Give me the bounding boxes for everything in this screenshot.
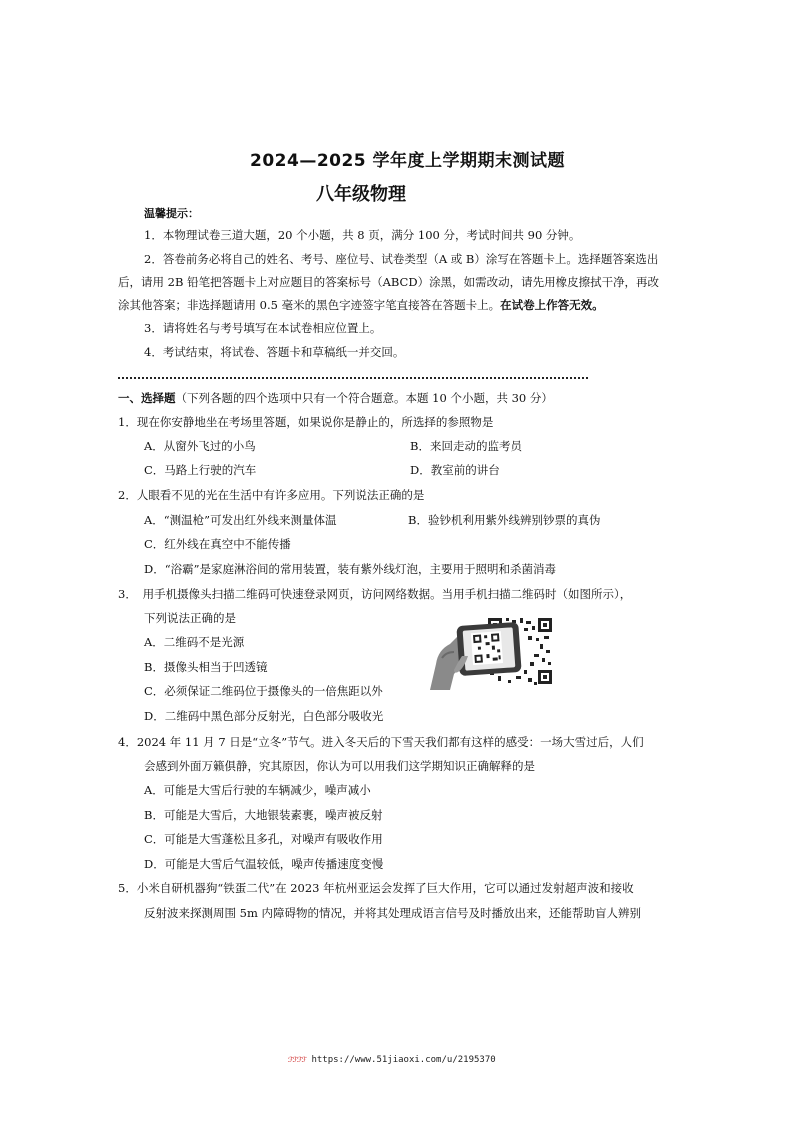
q3-option-d: D．二维码中黑色部分反射光，白色部分吸收光 (144, 709, 384, 723)
tip-item-3: 3．请将姓名与考号填写在本试卷相应位置上。 (144, 321, 382, 335)
qr-scan-illustration (428, 612, 556, 690)
q3-option-a: A．二维码不是光源 (144, 635, 245, 649)
q2-option-b: B．验钞机利用紫外线辨别钞票的真伪 (408, 513, 601, 527)
q5-stem-line-1: 5．小米自研机器狗“铁蛋二代”在 2023 年杭州亚运会发挥了巨大作用，它可以通过发射超声波和接收 (118, 881, 634, 895)
q4-stem-line-1: 4．2024 年 11 月 7 日是“立冬”节气。进入冬天后的下雪天我们都有这样的感受：一场大雪过后，人们 (118, 735, 644, 749)
q4-option-c: C．可能是大雪蓬松且多孔，对噪声有吸收作用 (144, 832, 383, 846)
q1-option-a: A．从窗外飞过的小鸟 (144, 439, 256, 453)
tip-item-2-line-1: 2．答卷前务必将自己的姓名、考号、座位号、试卷类型（A 或 B）涂写在答题卡上。选择题答案选出 (144, 252, 659, 266)
section-divider (118, 377, 588, 379)
section-1-label: 一、选择题 (118, 391, 176, 405)
q2-option-d: D．“浴霸”是家庭淋浴间的常用装置，装有紫外线灯泡，主要用于照明和杀菌消毒 (144, 562, 556, 576)
tip-item-2-text: 涂其他答案；非选择题请用 0.5 毫米的黑色字迹签字笔直接答在答题卡上。 (118, 298, 501, 312)
tip-item-1: 1．本物理试卷三道大题，20 个小题，共 8 页，满分 100 分，考试时间共 90 分钟。 (144, 228, 581, 242)
q4-option-a: A．可能是大雪后行驶的车辆减少，噪声减小 (144, 783, 371, 797)
q3-stem-line-1: 3． 用手机摄像头扫描二维码可快速登录网页，访问网络数据。当用手机扫描二维码时（如图所示）， (118, 587, 632, 601)
exam-title: 2024—2025 学年度上学期期末测试题 (250, 151, 566, 171)
phone-scanning-qr-code-figure (428, 612, 556, 690)
section-1-desc: （下列各题的四个选项中只有一个符合题意。本题 10 个小题，共 30 分） (175, 391, 553, 405)
q1-option-b: B．来回走动的监考员 (410, 439, 522, 453)
q2-stem: 2．人眼看不见的光在生活中有许多应用。下列说法正确的是 (118, 488, 425, 502)
q1-option-d: D．教室前的讲台 (410, 463, 500, 477)
tips-label: 温馨提示： (144, 207, 199, 220)
tip-item-2-bold-warning: 在试卷上作答无效。 (500, 298, 604, 312)
q5-stem-line-2: 反射波来探测周围 5m 内障碍物的情况，并将其处理成语言信号及时播放出来，还能帮助盲人辨别 (144, 906, 642, 920)
tip-item-2-line-2: 后，请用 2B 铅笔把答题卡上对应题目的答案标号（ABCD）涂黑，如需改动，请先用橡皮擦拭干净，再改 (118, 275, 660, 289)
q2-option-c: C．红外线在真空中不能传播 (144, 537, 291, 551)
q4-stem-line-2: 会感到外面万籁俱静，究其原因，你认为可以用我们这学期知识正确解释的是 (144, 759, 535, 773)
exam-subtitle: 八年级物理 (316, 184, 406, 205)
q4-option-b: B．可能是大雪后，大地银装素裹，噪声被反射 (144, 808, 383, 822)
q2-option-a: A．“测温枪”可发出红外线来测量体温 (144, 513, 337, 527)
footer-url-link[interactable]: https://www.51jiaoxi.com/u/2195370 (311, 1055, 496, 1065)
footer-link-row (288, 1055, 496, 1065)
q3-option-b: B．摄像头相当于凹透镜 (144, 660, 268, 674)
watermark-logo-icon: ℱℱℱℱ (288, 1056, 307, 1064)
q1-option-c: C．马路上行驶的汽车 (144, 463, 257, 477)
tip-item-2-line-3 (118, 298, 604, 313)
q3-option-c: C．必须保证二维码位于摄像头的一倍焦距以外 (144, 684, 383, 698)
q4-option-d: D．可能是大雪后气温较低，噪声传播速度变慢 (144, 857, 384, 871)
q3-stem-line-2: 下列说法正确的是 (144, 611, 236, 625)
q1-stem: 1．现在你安静地坐在考场里答题，如果说你是静止的，所选择的参照物是 (118, 415, 494, 429)
section-1-heading (118, 391, 553, 406)
tip-item-4: 4．考试结束，将试卷、答题卡和草稿纸一并交回。 (144, 345, 405, 359)
